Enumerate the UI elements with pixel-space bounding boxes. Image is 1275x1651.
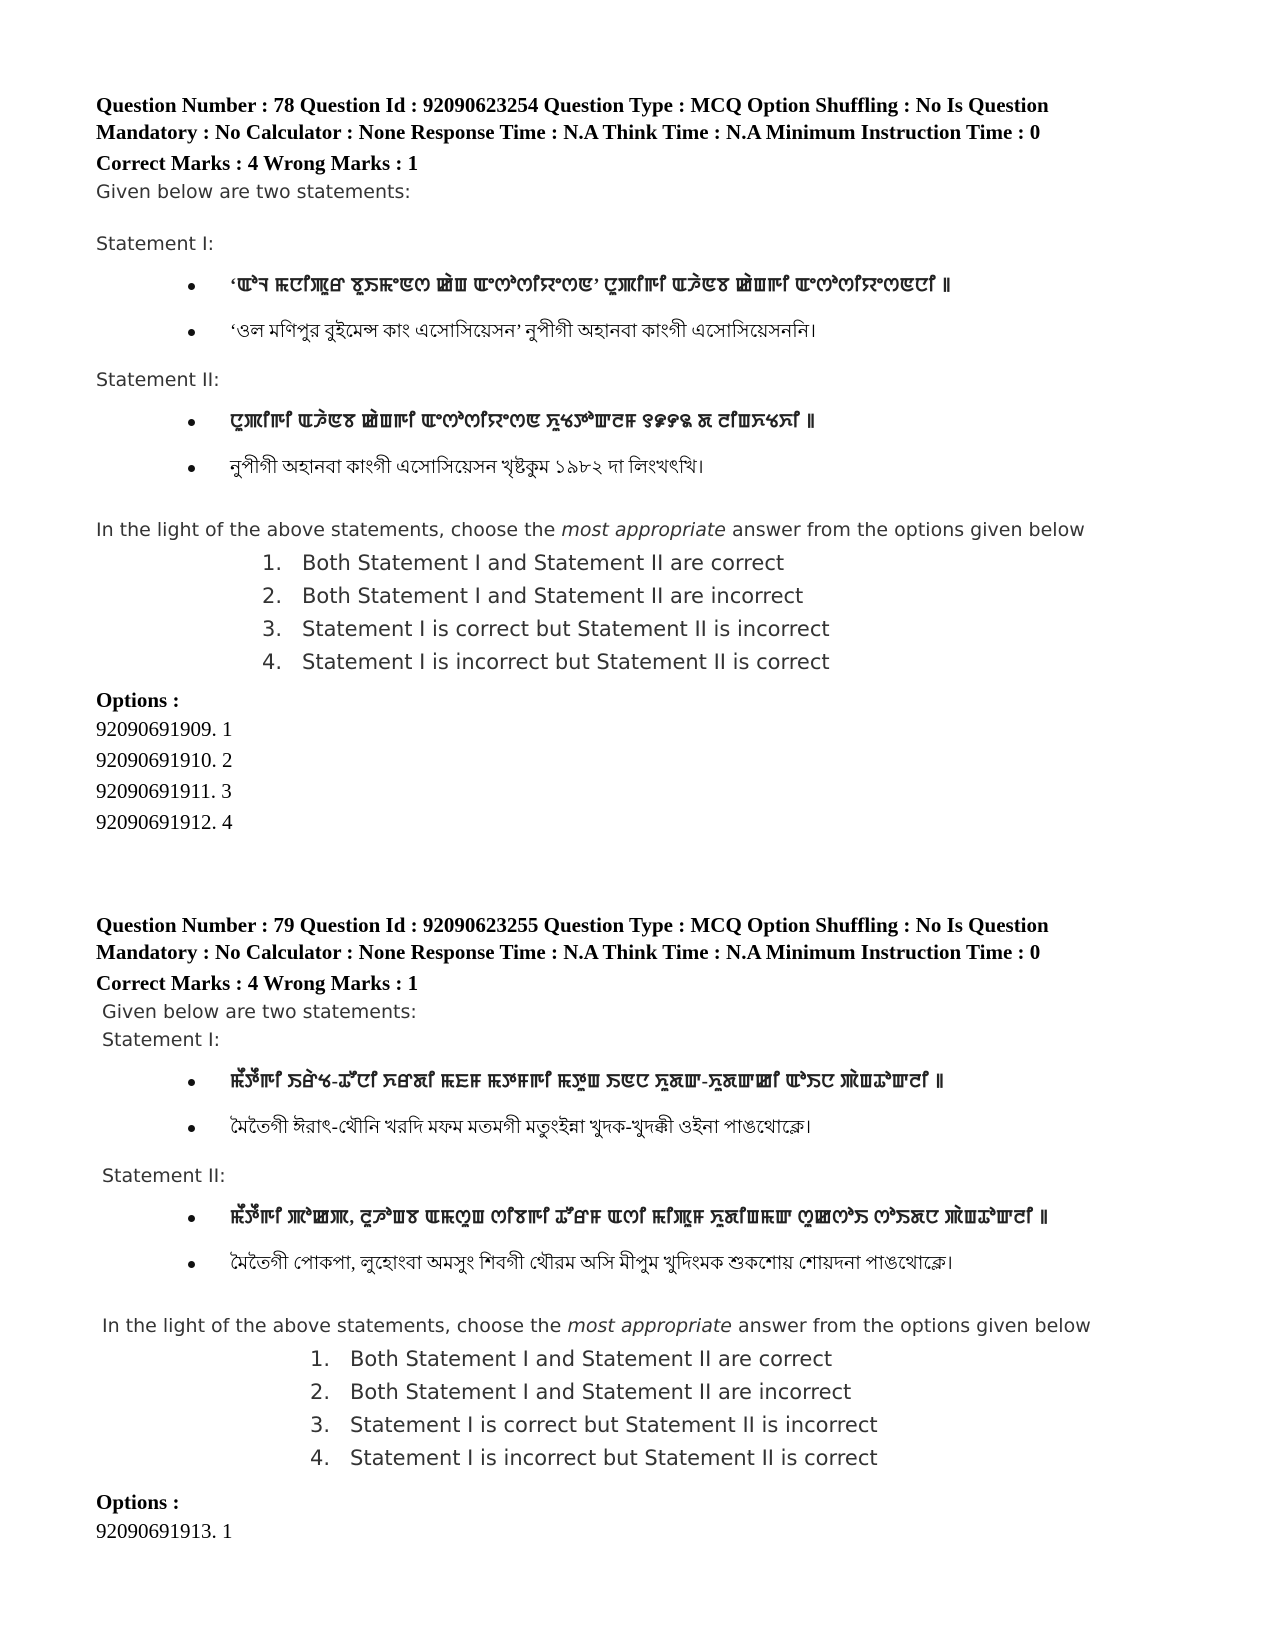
statement-2-bullets xyxy=(96,407,1196,499)
statement-1-label: Statement I: xyxy=(96,233,215,255)
option-id: 92090691911. 3 xyxy=(96,779,232,803)
instruction-text: In the light of the above statements, choose the most appropriate answer from the options given below xyxy=(102,1315,1091,1337)
statement-2-bengali: নুপীগী অহানবা কাংগী এসোসিয়েসন খৃষ্টকুম ১৯৮২ দা লিংখৎখি। xyxy=(230,453,1196,499)
marks-line: Correct Marks : 4 Wrong Marks : 1 xyxy=(96,151,419,175)
bullet-icon xyxy=(188,419,195,426)
answer-choice: 3. Statement I is correct but Statement II is incorrect xyxy=(262,617,830,641)
statement-1-bengali: মৈতৈগী ঈরাৎ-থৌনি খরদি মফম মতমগী মতুংইন্না খুদক-খুদক্কী ওইনা পাঙথোক্লে। xyxy=(230,1113,1196,1159)
option-id: 92090691909. 1 xyxy=(96,717,233,741)
options-label: Options : xyxy=(96,1490,180,1514)
answer-choices xyxy=(96,547,1196,679)
option-id: 92090691913. 1 xyxy=(96,1519,233,1543)
answer-choice: 4. Statement I is incorrect but Statement II is correct xyxy=(310,1446,878,1470)
answer-choice: 1. Both Statement I and Statement II are correct xyxy=(262,551,785,575)
question-meta-line: Question Number : 79 Question Id : 92090623255 Question Type : MCQ Option Shuffling : No Is Question xyxy=(96,913,1049,937)
bullet-icon xyxy=(188,1261,195,1268)
answer-choice: 2. Both Statement I and Statement II are incorrect xyxy=(310,1380,852,1404)
answer-choices xyxy=(96,1343,1196,1475)
statement-1-label: Statement I: xyxy=(102,1029,221,1051)
question-meta-line: Question Number : 78 Question Id : 92090623254 Question Type : MCQ Option Shuffling : No Is Question xyxy=(96,93,1049,117)
option-id: 92090691912. 4 xyxy=(96,810,233,834)
statement-2-meitei: ꯅꯨꯄꯤꯒꯤ ꯑꯍꯥꯟꯕ ꯀꯥꯡꯒꯤ ꯑꯦꯁꯣꯁꯤꯌꯦꯁꯟ ꯈꯨꯠꯇꯣꯛꯂꯝ ꯱꯹꯸꯲ ꯗ ꯂꯤꯡꯈꯠꯈꯤ ꯫ xyxy=(230,407,1196,453)
question-intro: Given below are two statements: xyxy=(102,1001,417,1023)
answer-choice: 1. Both Statement I and Statement II are correct xyxy=(310,1347,833,1371)
answer-choice: 4. Statement I is incorrect but Statement II is correct xyxy=(262,650,830,674)
answer-choice: 3. Statement I is correct but Statement II is incorrect xyxy=(310,1413,878,1437)
statement-1-meitei: ꯃꯩꯇꯩꯒꯤ ꯏꯔꯥꯠ-ꯊꯧꯅꯤ ꯈꯔꯗꯤ ꯃꯐꯝ ꯃꯇꯝꯒꯤ ꯃꯇꯨꯡ ꯏꯟꯅ ꯈꯨꯗꯛ-ꯈꯨꯗꯛꯀꯤ ꯑꯣꯏꯅ ꯄꯥꯡꯊꯣꯛꯂꯤ ꯫ xyxy=(230,1067,1196,1113)
bullet-icon xyxy=(188,1125,195,1132)
bullet-icon xyxy=(188,329,195,336)
statement-1-bullets xyxy=(96,271,1196,363)
statement-2-bullets xyxy=(96,1203,1196,1295)
question-block-79 xyxy=(96,912,1196,1547)
instruction-text: In the light of the above statements, choose the most appropriate answer from the options given below xyxy=(96,519,1085,541)
bullet-icon xyxy=(188,1215,195,1222)
question-intro: Given below are two statements: xyxy=(96,181,411,203)
statement-1-bullets xyxy=(96,1067,1196,1159)
options-label: Options : xyxy=(96,688,180,712)
statement-2-label: Statement II: xyxy=(96,369,220,391)
marks-line: Correct Marks : 4 Wrong Marks : 1 xyxy=(96,971,419,995)
statement-2-bengali: মৈতৈগী পোকপা, লুহোংবা অমসুং শিবগী থৌরম অসি মীপুম খুদিংমক শুকশোয় শোয়দনা পাঙথোক্লে। xyxy=(230,1249,1196,1295)
bullet-icon xyxy=(188,1079,195,1086)
statement-1-meitei: ‘ꯑꯣꯜ ꯃꯅꯤꯄꯨꯔ ꯕꯨꯏꯃꯦꯟꯁ ꯀꯥꯡ ꯑꯦꯁꯣꯁꯤꯌꯦꯁꯟ’ ꯅꯨꯄꯤꯒꯤ ꯑꯍꯥꯟꯕ ꯀꯥꯡꯒꯤ ꯑꯦꯁꯣꯁꯤꯌꯦꯁꯟꯅꯤ ꯫ xyxy=(230,271,1196,317)
question-meta-line: Mandatory : No Calculator : None Response Time : N.A Think Time : N.A Minimum Instruction Time : 0 xyxy=(96,120,1041,144)
option-id: 92090691910. 2 xyxy=(96,748,233,772)
question-block-78 xyxy=(96,92,1196,838)
statement-2-meitei: ꯃꯩꯇꯩꯒꯤ ꯄꯣꯀꯄ, ꯂꯨꯍꯣꯡꯕ ꯑꯃꯁꯨꯡ ꯁꯤꯕꯒꯤ ꯊꯧꯔꯝ ꯑꯁꯤ ꯃꯤꯄꯨꯝ ꯈꯨꯗꯤꯡꯃꯛ ꯁꯨꯀꯁꯣꯏ ꯁꯣꯏꯗꯅ ꯄꯥꯡꯊꯣꯛꯂꯤ ꯫ xyxy=(230,1203,1196,1249)
question-meta-line: Mandatory : No Calculator : None Response Time : N.A Think Time : N.A Minimum Instruction Time : 0 xyxy=(96,940,1041,964)
bullet-icon xyxy=(188,465,195,472)
answer-choice: 2. Both Statement I and Statement II are incorrect xyxy=(262,584,804,608)
statement-2-label: Statement II: xyxy=(102,1165,226,1187)
bullet-icon xyxy=(188,283,195,290)
statement-1-bengali: ‘ওল মণিপুর বুইমেন্স কাং এসোসিয়েসন’ নুপীগী অহানবা কাংগী এসোসিয়েসননি। xyxy=(230,317,1196,363)
